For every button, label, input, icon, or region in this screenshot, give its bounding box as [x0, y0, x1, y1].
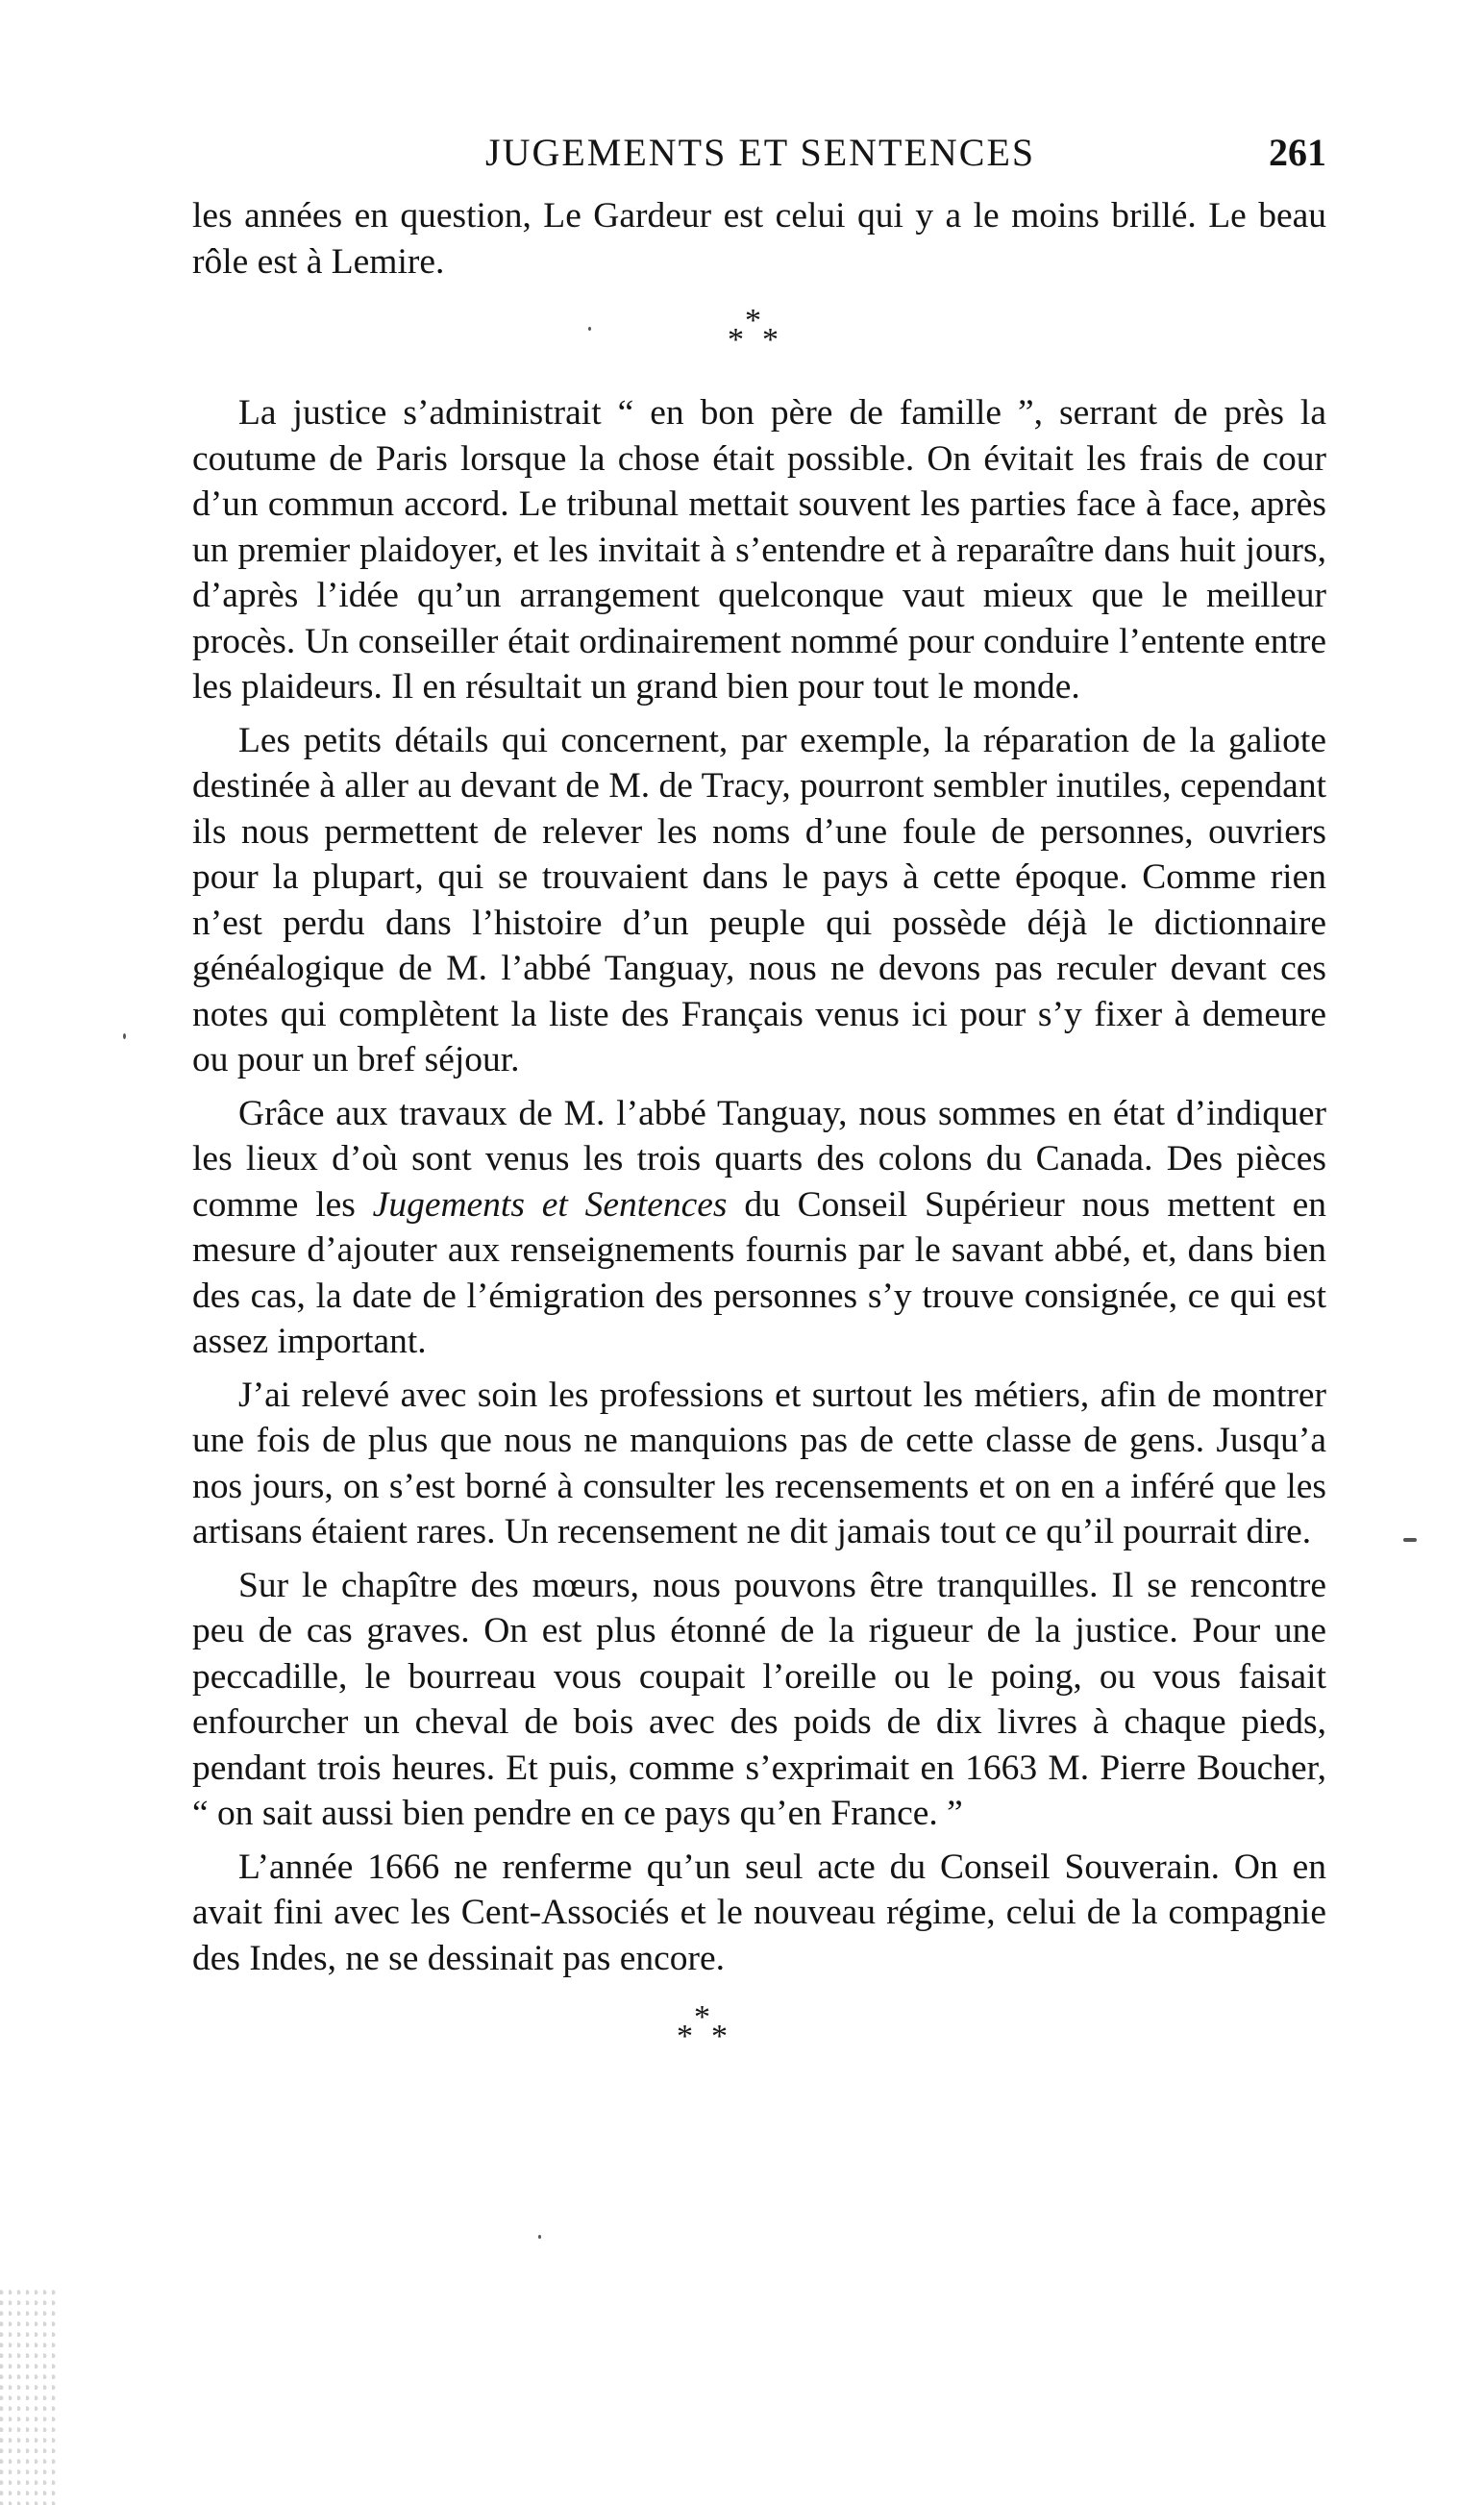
paragraph-continuation: les années en question, Le Gardeur est celui qui y a le moins brillé. Le beau rôle est à Lemire. — [192, 196, 1326, 282]
running-title: JUGEMENTS ET SENTENCES — [485, 131, 1036, 174]
paragraph-annee-1666: L’année 1666 ne renferme qu’un seul acte du Conseil Souverain. On en avait fini avec les Cent-Associés et le nouveau régime, celui de la compagnie des Indes, ne se dessinait pas encore. — [192, 1847, 1326, 1978]
scan-speck — [1403, 1538, 1417, 1542]
asterism-star: * — [677, 2019, 693, 2054]
asterism-ornament-top — [192, 304, 1326, 361]
asterism-star: * — [694, 1999, 710, 2035]
asterism-star: * — [711, 2019, 728, 2054]
scan-speck — [538, 2235, 541, 2239]
paragraph-professions: J’ai relevé avec soin les professions et surtout les métiers, afin de montrer une fois de plus que nous ne manquions pas de cette classe de gens. Jusqu’a nos jours, on s’est borné à consulter les recensements et on en a inféré que les artisans étaient rares. Un recensement ne dit jamais tout ce qu’il pourrait dire. — [192, 1375, 1326, 1551]
scan-edge-noise — [0, 2284, 58, 2505]
asterism-ornament-bottom — [192, 2000, 1326, 2058]
book-title-italic: Jugements et Sentences — [372, 1184, 728, 1225]
paragraph-tanguay — [192, 1091, 1326, 1365]
page-number: 261 — [1269, 131, 1326, 174]
asterism-star: * — [745, 303, 761, 338]
running-head — [192, 120, 1326, 187]
paragraph-justice: La justice s’administrait “ en bon père de famille ”, serrant de près la coutume de Paris lorsque la chose était possible. On évitait les frais de cour d’un commun accord. Le tribunal mettait souvent les parties face à face, après un premier plaidoyer, et les invitait à s’entendre et à reparaître dans huit jours, d’après l’idée qu’un arrangement quelconque vaut mieux que le meilleur procès. Un conseiller était ordinairement nommé pour conduire l’entente entre les plaideurs. Il en résultait un grand bien pour tout le monde. — [192, 393, 1326, 707]
book-page — [192, 120, 1326, 2087]
scan-speck — [123, 1033, 126, 1039]
paragraph-tanguay-text-2: du Conseil Supérieur nous mettent en mesure d’ajouter aux renseignements fournis par le savant abbé, et, dans bien des cas, la date de l’émigration des personnes s’y trouve consignée, ce qui est assez important. — [192, 1184, 1326, 1361]
asterism-star: * — [728, 322, 744, 358]
paragraph-tanguay-text-1: Grâce aux travaux de M. l’abbé Tanguay, nous sommes en état d’indiquer les lieux d’où sont venus les trois quarts des colons du Canada. Des pièces comme les — [192, 1093, 1326, 1225]
paragraph-details: Les petits détails qui concernent, par exemple, la réparation de la galiote destinée à aller au devant de M. de Tracy, pourront sembler inutiles, cependant ils nous permettent de relever les noms d’une foule de personnes, ouvriers pour la plupart, qui se trouvaient dans le pays à cette époque. Comme rien n’est perdu dans l’histoire d’un peuple qui possède déjà le dictionnaire généalogique de M. l’abbé Tanguay, nous ne devons pas reculer devant ces notes qui complètent la liste des Français venus ici pour s’y fixer à demeure ou pour un bref séjour. — [192, 720, 1326, 1079]
body-text — [192, 193, 1326, 2058]
asterism-star: * — [762, 322, 779, 358]
paragraph-moeurs: Sur le chapître des mœurs, nous pouvons être tranquilles. Il se rencontre peu de cas graves. On est plus étonné de la rigueur de la justice. Pour une peccadille, le bourreau vous coupait l’oreille ou le poing, ou vous faisait enfourcher un cheval de bois avec des poids de dix livres à chaque pieds, pendant trois heures. Et puis, comme s’exprimait en 1663 M. Pierre Boucher, “ on sait aussi bien pendre en ce pays qu’en France. ” — [192, 1565, 1326, 1833]
scan-speck — [588, 327, 591, 331]
